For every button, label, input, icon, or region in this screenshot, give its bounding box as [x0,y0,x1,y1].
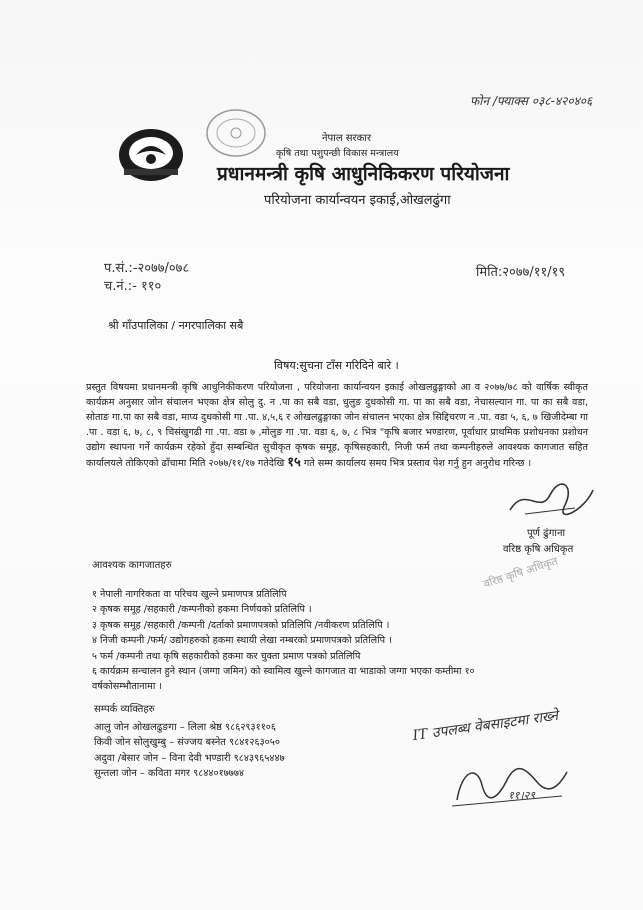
deadline-days: १५ [287,455,301,470]
list-item: ४ निजी कम्पनी /फर्म/ उद्योगहरुको हकमा स्थायी लेखा नम्बरको प्रमाणपत्रको प्रतिलिपि । [92,635,392,647]
list-item: आलु जोन ओखलढुङगा – लिला श्रेष्ठ ९८६२९३११०६ [94,722,276,733]
signatory-title: वरिष्ठ कृषि अधिकृत [503,544,574,555]
nepal-emblem-icon [116,125,186,183]
phone-fax: फोन /फ्याक्स ०३८-४२०४०६ [470,94,593,108]
project-name: प्रधानमन्त्री कृषि आधुनिकिकरण परियोजना [217,163,510,185]
letter-body [86,380,588,471]
signatory-name: पूर्ण ढुंगाना [527,528,566,539]
subject-line: विषय:सुचना टाँस गरिदिने बारे । [274,359,399,372]
government-name: नेपाल सरकार [322,133,371,144]
dispatch-number: च.नं.:- ११० [104,279,162,294]
office-seal-icon [205,108,267,158]
list-item: २ कृषक समूह /सहकारी /कम्पनीको हकमा निर्णयको प्रतिलिपि । [92,604,312,616]
list-item: ३ कृषक समूह /सहकारी /कम्पनी /दर्ताको प्रमाणपत्रको प्रतिलिपि /नवीकरण प्रतिलिपि । [92,619,390,631]
contacts-list [94,720,285,782]
body-tail: गते सम्म कार्यालय समय भित्र प्रस्ताव पेश गर्नु हुन अनुरोध गरिन्छ । [303,458,532,469]
list-item: अदुवा /बेसार जोन – विना देवी भण्डारी ९८४३९६५४४७ [94,752,285,764]
documents-heading: आवश्यक कागजातहरु [92,560,172,571]
addressee: श्री गाँउपालिका / नगरपालिका सबै [108,319,244,332]
unit-name: परियोजना कार्यान्वयन इकाई,ओखलढुंगा [264,193,451,208]
letter-date: मिति:२०७७/११/१९ [476,265,566,280]
rubber-stamp: वरिष्ठ कृषि अधिकृत [481,554,560,591]
ministry-name: कृषि तथा पशुपन्छी विकास मन्त्रालय [276,148,399,159]
documents-list [92,587,552,695]
list-item: वर्षकोसम्भौतानामा । [92,681,162,693]
list-item: ५ फर्म /कम्पनी तथा कृषि सहकारीको हकमा कर चुक्ता प्रमाण पत्रको प्रतिलिपि [92,650,361,662]
body-text: प्रस्तुत विषयमा प्रधानमन्त्री कृषि आधुनिकीकरण परियोजना , परियोजना कार्यान्वयन इकाई ओखलढुङ्गाको आ व २०७७/७८ को वार्षिक स्वीकृत कार्यक्रम अनुसार जोन संचालन भएका क्षेत्र सोलु दु. न .पा का सबै वडा, धुलुङ दुधकोसी गा. पा का सबै वडा, नेचासल्यान गा. पा का सबै वडा, सोताङ गा.पा का सबै वडा, माप्य दुधकोसी गा .पा. ४,५,६ र ओखलढुङ्गाका जोन संचालन भएका क्षेत्र सिद्दिचरण न .पा. वडा ५, ६, ७ खिजीदेम्बा गा .पा . वडा ६, ७, ८, ९ चिसंखुगढी गा .पा. वडा ७ ,मोलुङ गा .पा. वडा ६, ७, ८ भित्र "कृषि बजार भण्डारण, पूर्वाधार प्राथमिक प्रशोधनका प्रशोधन उद्योग स्थापना गर्ने कार्यक्रम रहेको हुँदा सम्बन्धित सुचीकृत कृषक समूह, कृषिसहकारी, निजी फर्म तथा कम्पनीहरुले आवश्यक कागजात सहित कार्यालयले तोकिएको ढाँचामा मिति २०७७/११/१७ गतेदेखि [86,382,588,469]
list-item: किवी जोन सोलुखुम्बु – संज्जय बस्नेत ९८४१२६३०५० [94,737,280,749]
reference-number: प.सं.:-२०७७/०७८ [104,261,190,276]
list-item: सुन्तला जोन – कविता मगर ९८४४०१७७७४ [94,768,245,780]
handwritten-date: ११।२९ [508,789,536,802]
contacts-heading: सम्पर्क व्यक्तिहरु [94,704,155,715]
list-item: ६ कार्यक्रम सन्चालन हुने स्थान (जग्गा जमिन) को स्वामित्व खुल्ने कागजात वा भाडाको जग्गा भएका कम्तीमा १० [92,666,475,678]
handwritten-note: IT उपलब्ध वेबसाइटमा राख्ने [411,707,560,745]
list-item: १ नेपाली नागरिकता वा परिचय खुल्ने प्रमाणपत्र प्रतिलिपि [92,589,287,600]
officer-signature-icon [505,480,595,520]
